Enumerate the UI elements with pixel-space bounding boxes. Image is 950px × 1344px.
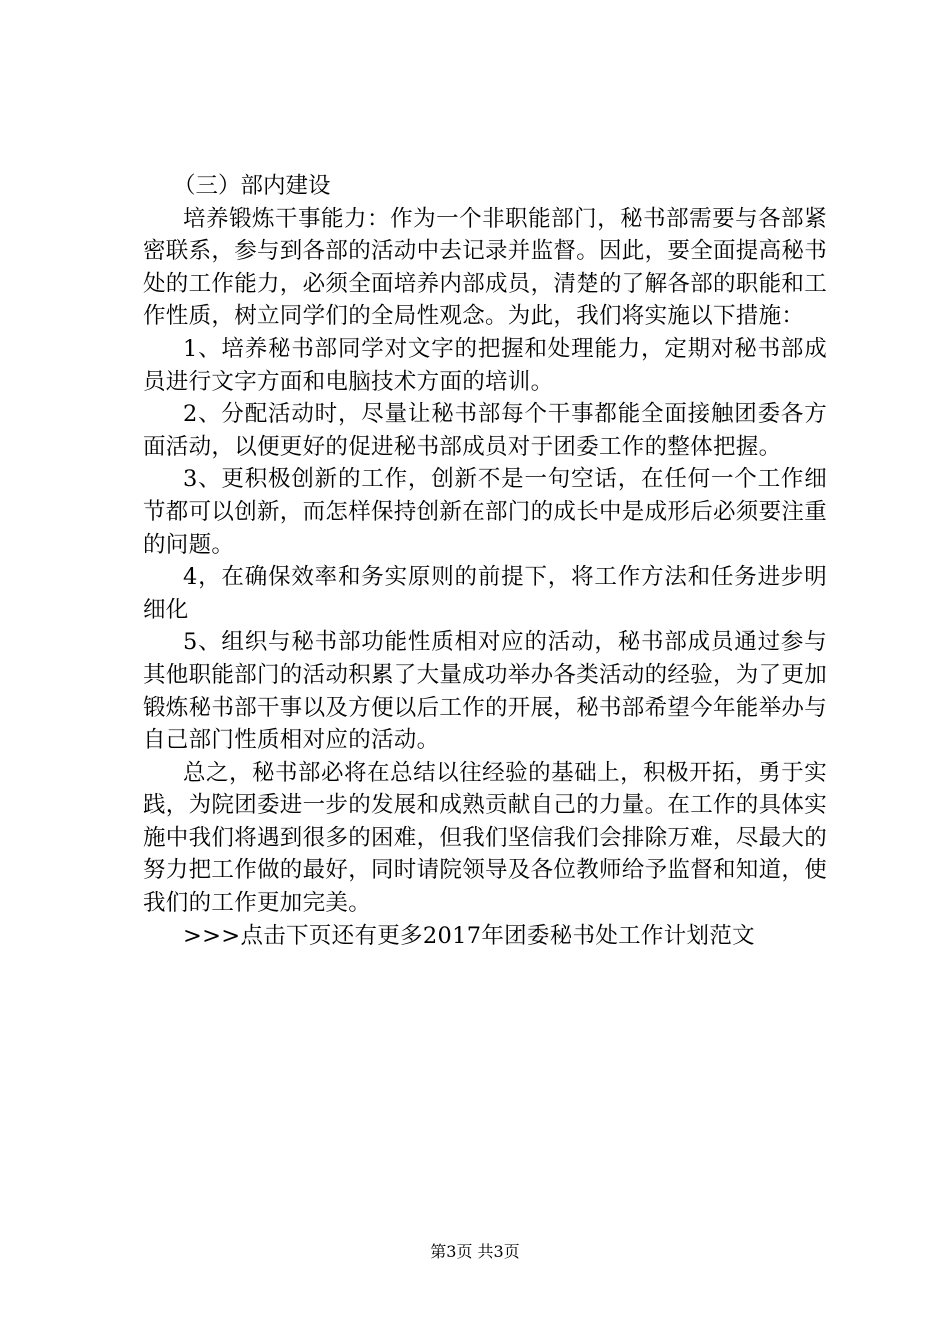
- intro-paragraph: 培养锻炼干事能力：作为一个非职能部门，秘书部需要与各部紧密联系，参与到各部的活动中去记录并监督。因此，要全面提高秘书处的工作能力，必须全面培养内部成员，清楚的了解各部的职能和工作性质，树立同学们的全局性观念。为此，我们将实施以下措施：: [143, 205, 828, 330]
- measure-1-paragraph: 1、培养秘书部同学对文字的把握和处理能力，定期对秘书部成员进行文字方面和电脑技术方面的培训。: [143, 335, 827, 395]
- measure-2-paragraph: 2、分配活动时，尽量让秘书部每个干事都能全面接触团委各方面活动，以便更好的促进秘书部成员对于团委工作的整体把握。: [143, 401, 827, 460]
- summary-paragraph: 总之，秘书部必将在总结以往经验的基础上，积极开拓，勇于实践，为院团委进一步的发展和成熟贡献自己的力量。在工作的具体实施中我们将遇到很多的困难，但我们坚信我们会排除万难，尽最大的努力把工作做的最好，同时请院领导及各位教师给予监督和知道，使我们的工作更加完美。: [143, 759, 828, 917]
- document-body: [143, 170, 827, 952]
- page-number-footer: 第3页 共3页: [430, 1242, 520, 1261]
- section-heading: （三）部内建设: [173, 173, 331, 199]
- measure-5-paragraph: 5、组织与秘书部功能性质相对应的活动，秘书部成员通过参与其他职能部门的活动积累了大量成功举办各类活动的经验，为了更加锻炼秘书部干事以及方便以后工作的开展，秘书部希望今年能举办与自己部门性质相对应的活动。: [143, 629, 828, 754]
- measure-3-paragraph: 3、更积极创新的工作，创新不是一句空话，在任何一个工作细节都可以创新，而怎样保持创新在部门的成长中是成形后必须要注重的问题。: [143, 466, 828, 558]
- more-link[interactable]: >>>点击下页还有更多2017年团委秘书处工作计划范文: [183, 922, 755, 949]
- measure-4-paragraph: 4，在确保效率和务实原则的前提下，将工作方法和任务进步明细化: [143, 564, 827, 623]
